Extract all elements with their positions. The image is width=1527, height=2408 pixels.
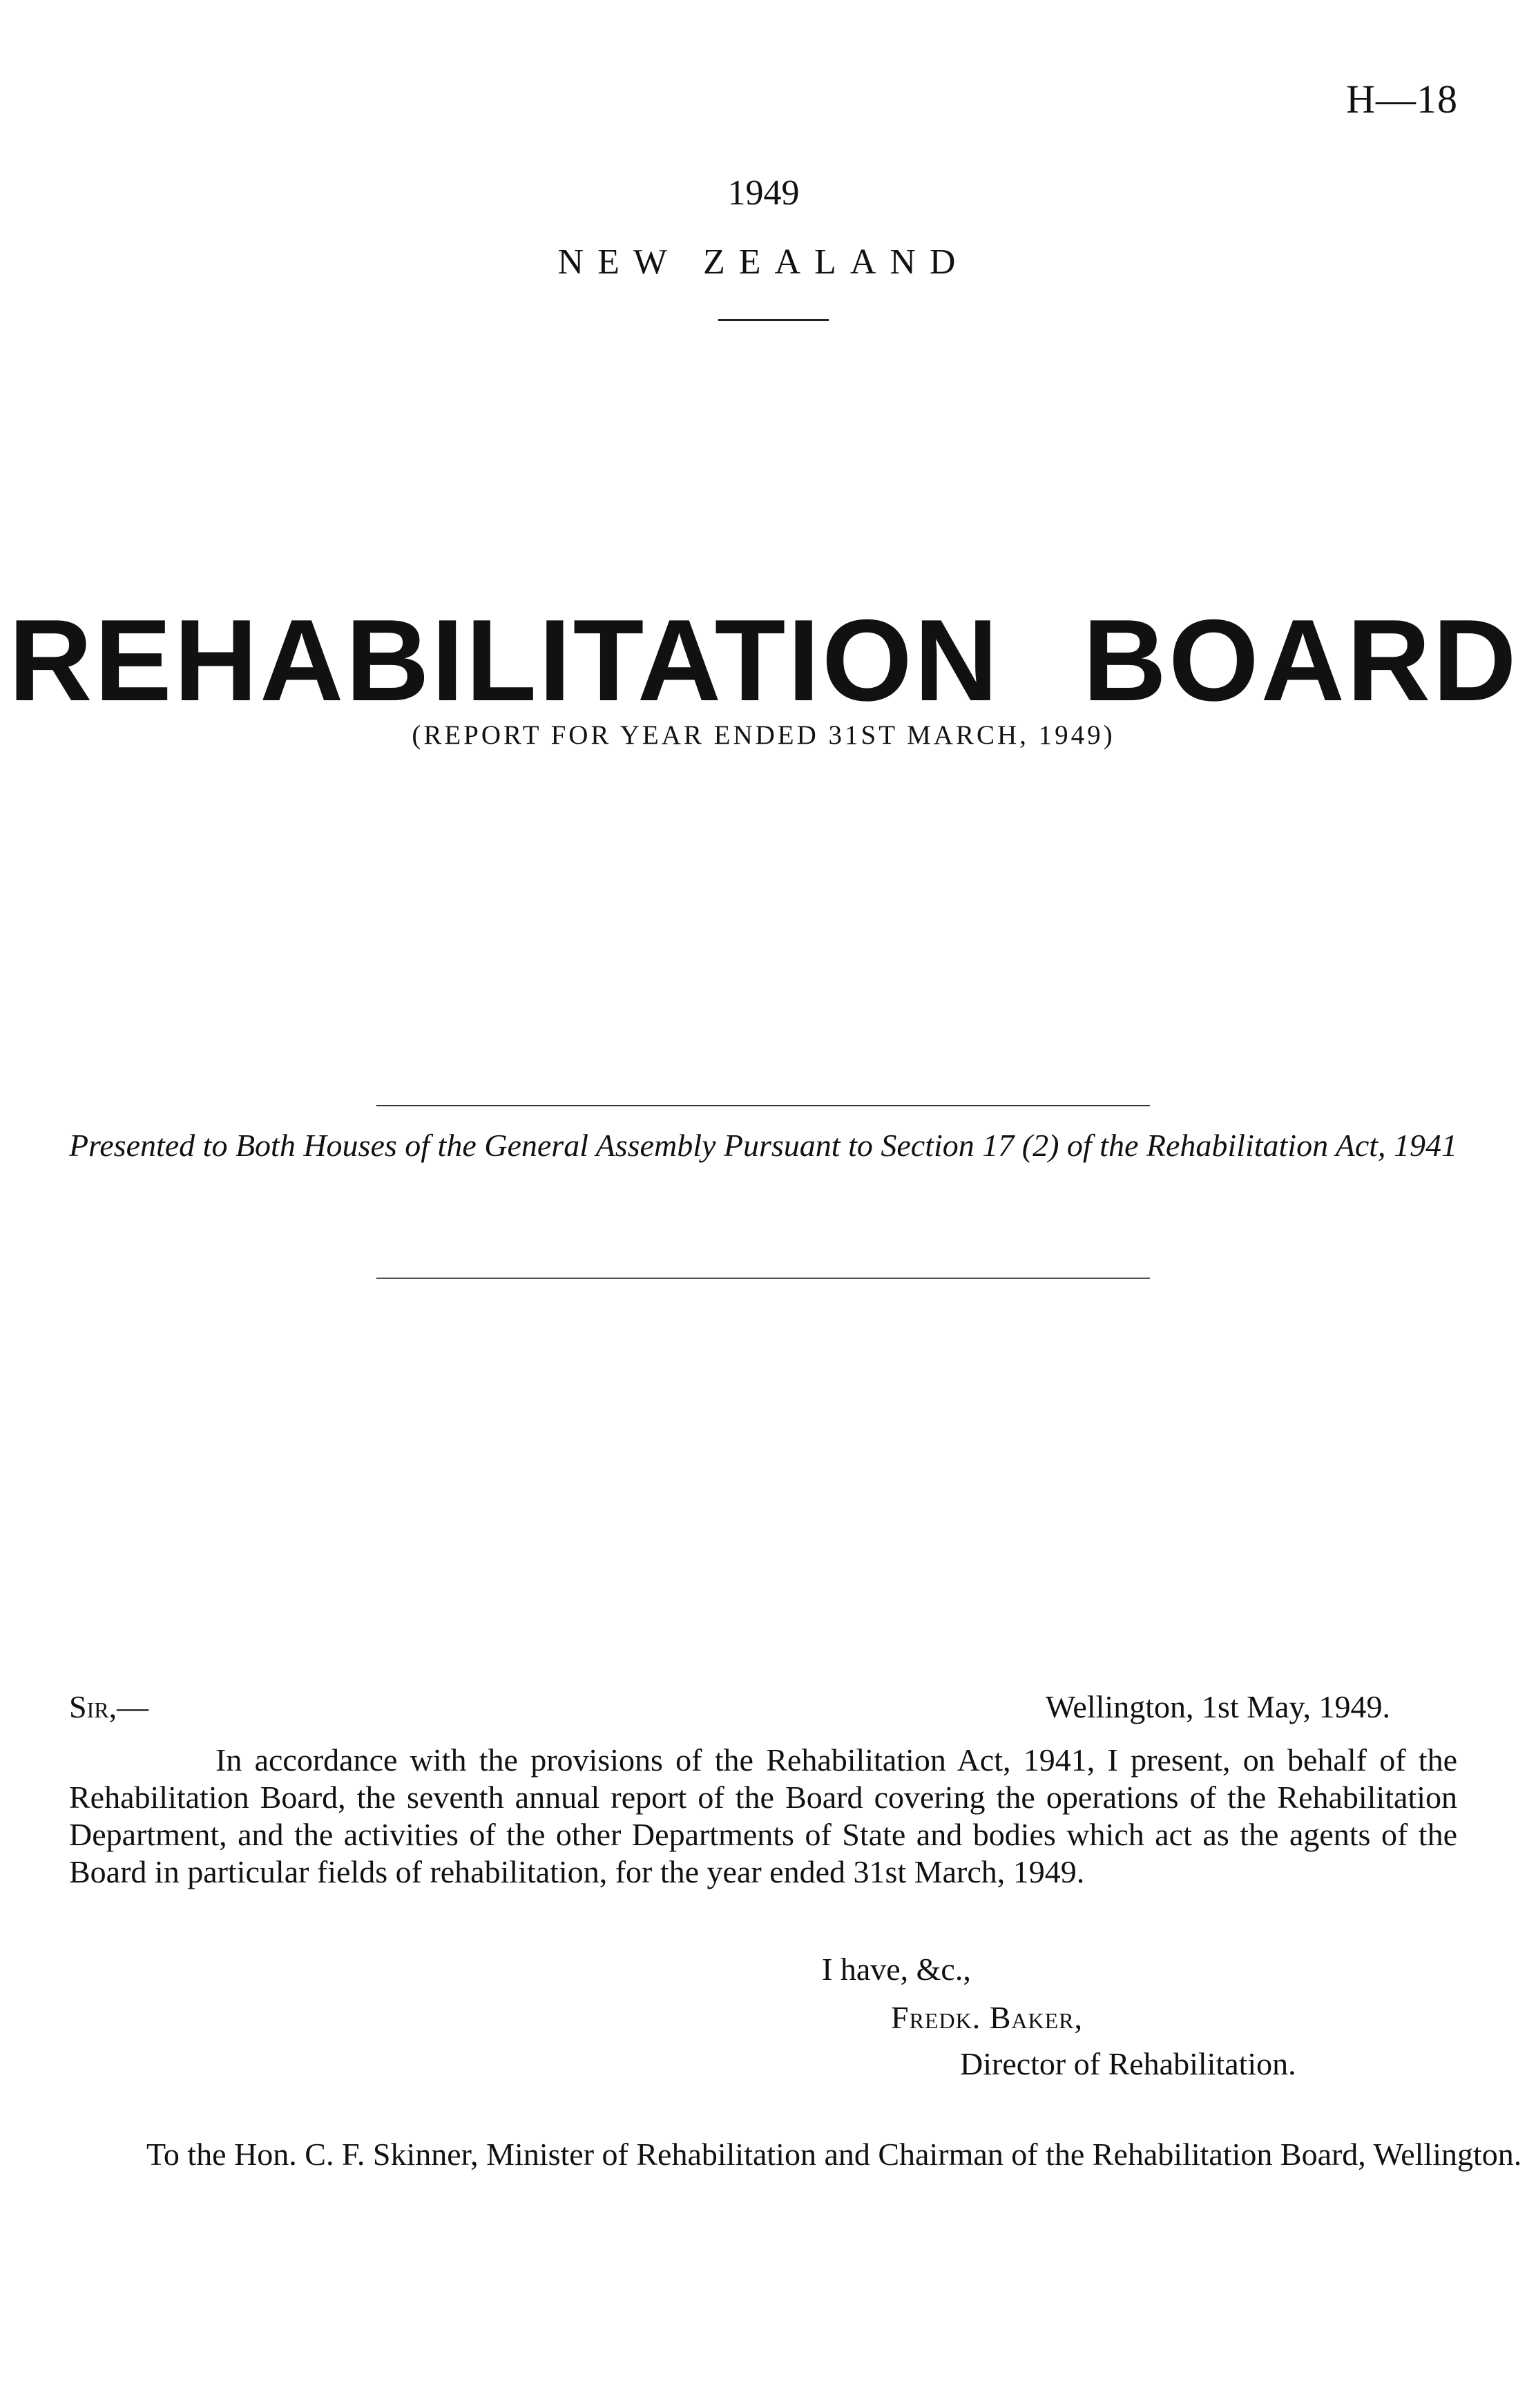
divider-top bbox=[376, 1105, 1150, 1106]
letter-place-date: Wellington, 1st May, 1949. bbox=[1045, 1689, 1390, 1724]
letter-signer-title: Director of Rehabilitation. bbox=[960, 2046, 1296, 2081]
document-reference: H—18 bbox=[1346, 77, 1458, 122]
page-title: REHABILITATION BOARD bbox=[8, 595, 1519, 725]
letter-salutation: Sir,— bbox=[69, 1689, 149, 1724]
letter-addressee: To the Hon. C. F. Skinner, Minister of Rehabilitation and Chairman of the Rehabilitation Board, Wellington. bbox=[146, 2137, 1522, 2172]
letter-body: In accordance with the provisions of the Rehabilitation Act, 1941, I present, on behalf of the Rehabilitation Board, the seventh annual report of the Board covering the operations of the Rehabilitation Department, and the activities of the other Departments of State and bodies which act as the agents of the Board in particular fields of rehabilitation, for the year ended 31st March, 1949. bbox=[69, 1742, 1457, 1889]
document-year: 1949 bbox=[727, 173, 800, 213]
country-heading: NEW ZEALAND bbox=[557, 242, 970, 282]
short-divider bbox=[718, 319, 829, 321]
page-subtitle: (REPORT FOR YEAR ENDED 31ST MARCH, 1949) bbox=[412, 720, 1115, 750]
letter-closing: I have, &c., bbox=[822, 1952, 971, 1987]
presentation-note: Presented to Both Houses of the General Assembly Pursuant to Section 17 (2) of the Rehabilitation Act, 1941 bbox=[68, 1128, 1458, 1163]
letter-signer: Fredk. Baker, bbox=[891, 2000, 1083, 2035]
divider-bottom bbox=[376, 1278, 1150, 1279]
